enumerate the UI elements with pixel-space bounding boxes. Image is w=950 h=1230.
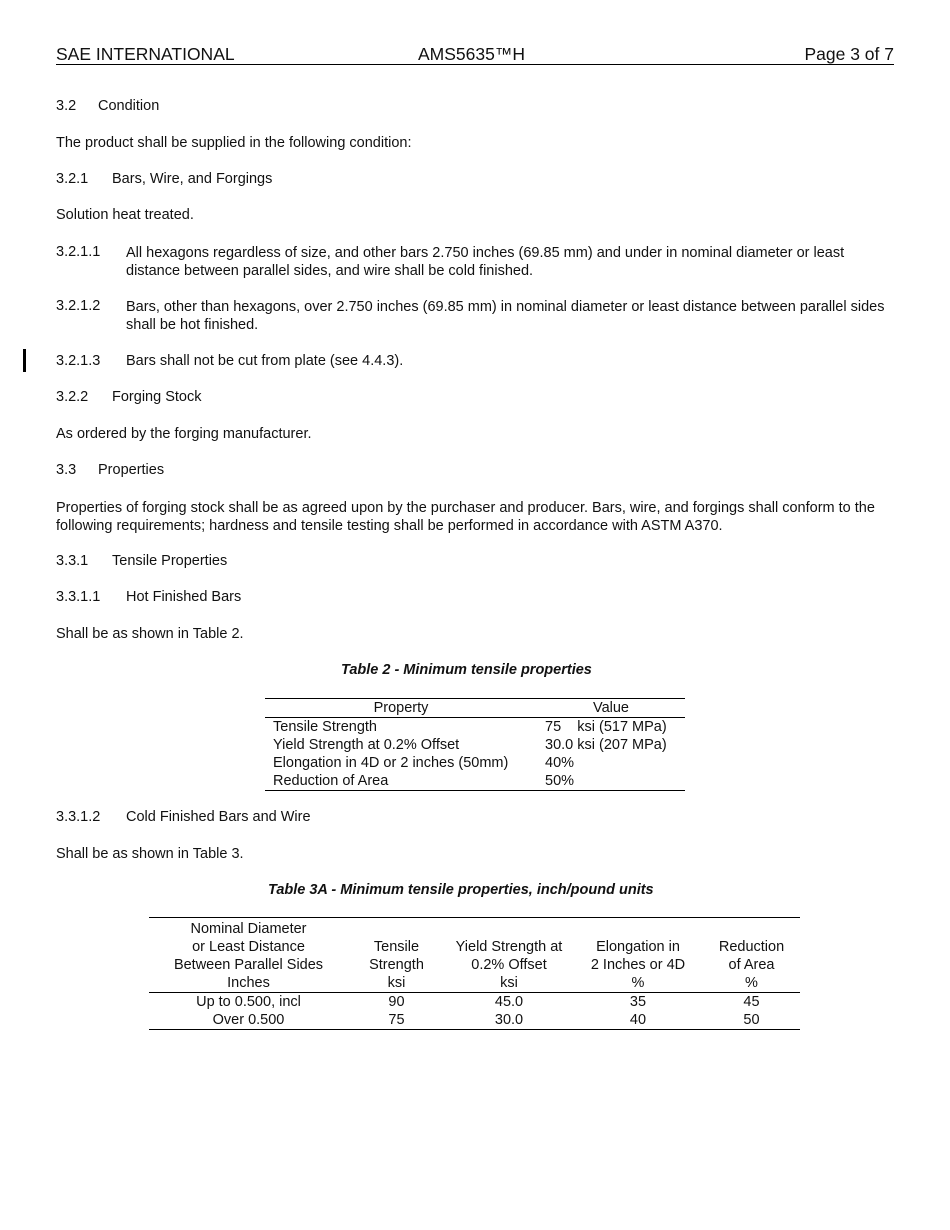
header-line: Nominal Diameter: [190, 921, 307, 937]
table-cell: 50: [743, 1012, 760, 1028]
section-number: 3.2.2: [56, 389, 89, 405]
column-header: [703, 918, 800, 993]
paragraph: All hexagons regardless of size, and other bars 2.750 inches (69.85 mm) and under in nominal diameter or least distance between parallel sides, and wire shall be cold finished.: [126, 245, 845, 279]
paragraph: Bars, other than hexagons, over 2.750 inches (69.85 mm) in nominal diameter or least distance between parallel sides shall be hot finished.: [126, 299, 885, 333]
paragraph: As ordered by the forging manufacturer.: [56, 426, 312, 442]
revision-change-bar: [23, 349, 26, 372]
section-heading: Cold Finished Bars and Wire: [126, 809, 311, 825]
section-heading: Hot Finished Bars: [126, 589, 242, 605]
column-header: Property: [265, 699, 537, 718]
table-2-caption: Table 2 - Minimum tensile properties: [341, 662, 592, 678]
table-cell: 40: [629, 1012, 647, 1028]
table-cell: Over 0.500: [212, 1012, 285, 1028]
column-header: [573, 918, 703, 993]
header-line: %: [631, 975, 645, 991]
table-cell: 40%: [545, 755, 575, 771]
table-row: [265, 754, 685, 772]
column-header: [445, 918, 573, 993]
header-line: of Area: [728, 957, 775, 973]
header-org: SAE INTERNATIONAL: [56, 44, 235, 64]
section-number: 3.3.1: [56, 553, 89, 569]
section-number: 3.3.1.2: [56, 809, 101, 825]
header-doc-id: AMS5635™H: [418, 44, 525, 64]
table-cell: Yield Strength at 0.2% Offset: [273, 737, 460, 753]
column-header: [149, 918, 348, 993]
section-heading: Condition: [98, 98, 160, 114]
paragraph: Properties of forging stock shall be as agreed upon by the purchaser and producer. Bars, wire, and forgings shall conform to the following requirements; hardness and tensile testing shall be performed in accordance with ASTM A370.: [56, 500, 875, 534]
section-heading: Bars, Wire, and Forgings: [112, 171, 273, 187]
table-cell: 45: [743, 994, 760, 1010]
section-heading: Forging Stock: [112, 389, 202, 405]
header-line: Tensile: [373, 939, 420, 955]
header-line: %: [745, 975, 758, 991]
section-number: 3.3: [56, 462, 77, 478]
header-line: Between Parallel Sides: [173, 957, 324, 973]
page-header: [56, 44, 894, 65]
paragraph: Bars shall not be cut from plate (see 4.4.3).: [126, 353, 404, 369]
paragraph: Shall be as shown in Table 3.: [56, 846, 244, 862]
header-line: Inches: [227, 975, 270, 991]
paragraph: The product shall be supplied in the following condition:: [56, 135, 412, 151]
paragraph: Shall be as shown in Table 2.: [56, 626, 244, 642]
table-cell: 30.0: [494, 1012, 524, 1028]
table-row: [265, 736, 685, 754]
section-heading: Properties: [98, 462, 165, 478]
table-cell: 50%: [545, 773, 575, 789]
header-line: Strength: [369, 957, 424, 973]
section-number: 3.2: [56, 98, 77, 114]
header-line: ksi: [387, 975, 406, 991]
table-row: [265, 772, 685, 791]
table-row: [265, 718, 685, 737]
header-line: or Least Distance: [192, 939, 305, 955]
section-number: 3.2.1.3: [56, 353, 101, 369]
table-cell: Up to 0.500, incl: [196, 994, 301, 1010]
table-header-row: [149, 918, 800, 993]
table-cell: 90: [388, 994, 405, 1010]
section-number: 3.2.1: [56, 171, 89, 187]
table-cell: Reduction of Area: [273, 773, 389, 789]
table-2: [265, 698, 685, 791]
table-row: [149, 1011, 800, 1030]
table-cell: 75: [388, 1012, 405, 1028]
header-line: 2 Inches or 4D: [590, 957, 686, 973]
table-3a-caption: Table 3A - Minimum tensile properties, inch/pound units: [268, 882, 654, 898]
section-number: 3.2.1.1: [56, 244, 101, 260]
table-cell: 45.0: [494, 994, 524, 1010]
table-header-row: [265, 699, 685, 718]
header-line: Elongation in: [596, 939, 680, 955]
table-cell: 35: [629, 994, 647, 1010]
header-page-number: Page 3 of 7: [804, 44, 894, 64]
section-heading: Tensile Properties: [112, 553, 228, 569]
section-number: 3.2.1.2: [56, 298, 101, 314]
table-cell: Tensile Strength: [273, 719, 377, 735]
header-line: 0.2% Offset: [471, 957, 547, 973]
table-row: [149, 993, 800, 1012]
table-3a: [149, 917, 800, 1030]
table-cell: Elongation in 4D or 2 inches (50mm): [273, 755, 509, 771]
section-number: 3.3.1.1: [56, 589, 101, 605]
column-header: Value: [537, 699, 685, 718]
header-line: Reduction: [718, 939, 785, 955]
header-line: ksi: [500, 975, 518, 991]
header-line: Yield Strength at: [455, 939, 563, 955]
table-cell: 75 ksi (517 MPa): [545, 719, 667, 735]
paragraph: Solution heat treated.: [56, 207, 194, 223]
column-header: [348, 918, 445, 993]
table-cell: 30.0 ksi (207 MPa): [545, 737, 667, 753]
